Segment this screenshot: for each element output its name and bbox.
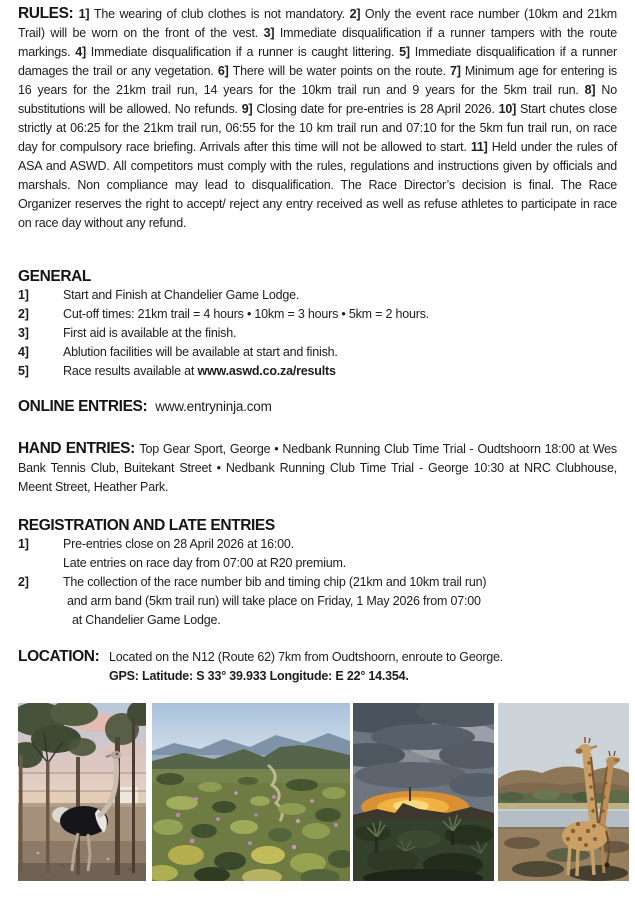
item-text-continued: and arm band (5km trail run) will take place on Friday, 1 May 2026 from 07:00 [67, 594, 481, 608]
item-text: Start and Finish at Chandelier Game Lodge. [63, 288, 300, 302]
fynbos-landscape-photo [152, 703, 350, 881]
item-number: 1] [18, 537, 29, 551]
item-text: Race results available at www.aswd.co.za/results [63, 364, 336, 378]
item-number: 4] [18, 345, 29, 359]
entry-url[interactable]: www.entryninja.com [155, 399, 272, 414]
online-entries-section [18, 398, 617, 416]
list-item [18, 324, 617, 343]
list-item [18, 343, 617, 362]
results-url[interactable]: www.aswd.co.za/results [197, 364, 336, 378]
item-text-continued: at Chandelier Game Lodge. [72, 613, 221, 627]
list-item [18, 535, 617, 554]
hand-entries-section [18, 439, 617, 497]
general-heading: GENERAL [18, 268, 91, 285]
location-section [18, 648, 617, 686]
list-item [18, 305, 617, 324]
hand-entries-heading: HAND ENTRIES: [18, 440, 140, 457]
registration-section [18, 516, 617, 630]
item-text: First aid is available at the finish. [63, 326, 237, 340]
item-number: 5] [18, 364, 29, 378]
list-item [18, 362, 617, 381]
item-number: 2] [18, 307, 29, 321]
rules-paragraph: RULES: 1] The wearing of club clothes is not mandatory. 2] Only the event race number (10km and 21km Trail) will be worn on the front of the vest. 3] Immediate disqualification if a runner tampers with the route markings. 4] Immediate disqualification if a runner is caught littering. 5] Immediate disqualification if a runner damages the trail or any vegetation. 6] There will be water points on the route. 7] Minimum age for entering is 16 years for the 21km trail run, 14 years for the 10km trail run and 9 years for the 5km trail run. 8] No substitutions will be allowed. No refunds. 9] Closing date for pre-entries is 28 April 2026. 10] Start chutes close strictly at 06:25 for the 21km trail run, 06:55 for the 10 km trail run and 07:10 for the 5km fun trail run, on race day for compulsory race briefing. Arrivals after this time will not be allowed to start. 11] Held under the rules of ASA and ASWD. All competitors must comply with the rules, regulations and instructions given by officials and marshals. Non compliance may lead to disqualification. The Race Director’s decision is final. The Race Organizer reserves the right to accept/ reject any entry received as well as refuse athletes to participate in race on race day without any refund. [18, 5, 617, 230]
gps-coordinates: GPS: Latitude: S 33° 39.933 Longitude: E 22° 14.354. [109, 669, 409, 683]
photo-strip [18, 703, 629, 881]
item-number: 1] [18, 288, 29, 302]
giraffes-photo [498, 703, 629, 881]
item-number: 3] [18, 326, 29, 340]
online-entries-heading: ONLINE ENTRIES: [18, 398, 148, 415]
registration-heading: REGISTRATION AND LATE ENTRIES [18, 517, 275, 534]
item-text: Cut-off times: 21km trail = 4 hours • 10km = 3 hours • 5km = 2 hours. [63, 307, 430, 321]
hand-entries-paragraph [18, 439, 617, 497]
list-item [18, 573, 617, 592]
location-heading: LOCATION: [18, 648, 100, 665]
item-text-continued: Late entries on race day from 07:00 at R20 premium. [63, 556, 347, 570]
item-number: 2] [18, 575, 29, 589]
location-text: Located on the N12 (Route 62) 7km from Oudtshoorn, enroute to George. [109, 650, 504, 664]
item-text: Ablution facilities will be available at start and finish. [63, 345, 338, 359]
list-item [18, 286, 617, 305]
ostrich-photo [18, 703, 146, 881]
general-section [18, 267, 617, 381]
sunset-photo [353, 703, 494, 881]
item-text: The collection of the race number bib and timing chip (21km and 10km trail run) [63, 575, 487, 589]
hand-entries-text: Top Gear Sport, George • Nedbank Running Club Time Trial - Oudtshoorn 18:00 at Wes Bank Tennis Club, Buitekant Street • Nedbank Running Club Time Trial - George 10:30 at NRC Clubhouse, Meent Street, Heather Park. [18, 442, 617, 494]
item-text: Pre-entries close on 28 April 2026 at 16:00. [63, 537, 294, 551]
rules-section [18, 4, 617, 233]
